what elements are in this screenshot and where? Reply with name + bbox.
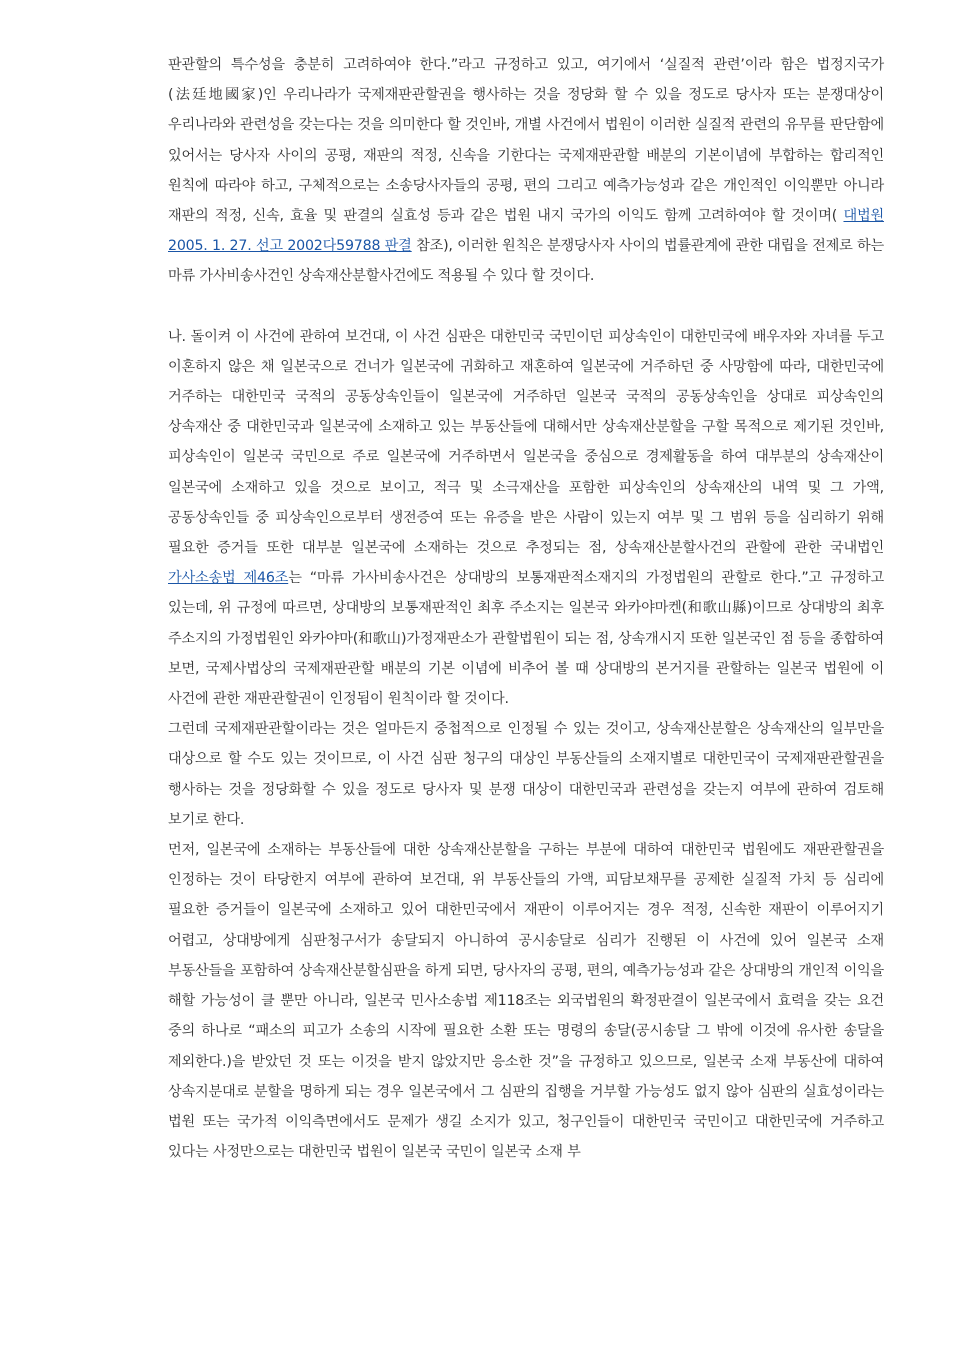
case-citation-link[interactable]: 대법원 2005. 1. 27. 선고 2002다59788 판결 <box>168 208 884 255</box>
paragraph-text: 참조), 이러한 원칙은 분쟁당사자 사이의 법률관계에 관한 대립을 전제로 하는 마류 가사비송사건인 상속재산분할사건에도 적용될 수 있다 할 것이다. <box>168 238 884 285</box>
paragraph-case-analysis <box>168 322 884 715</box>
paragraph-spacer <box>168 292 884 322</box>
paragraph-text: 는 “마류 가사비송사건은 상대방의 보통재판적소재지의 가정법원의 관할로 한다.”고 규정하고 있는데, 위 규정에 따르면, 상대방의 보통재판적인 최후 주소지는 일본국 와카야마켄(和歌山縣)이므로 상대방의 최후 주소지의 가정법원인 와카야마(和歌山)가정재판소가 관할법원이 되는 점, 상속개시지 또한 일본국인 점 등을 종합하여 보면, 국제사법상의 국제재판관할 배분의 기본 이념에 비추어 볼 때 상대방의 본거지를 관할하는 일본국 법원에 이 사건에 관한 재판관할권이 인정됨이 원칙이라 할 것이다. <box>168 570 885 708</box>
statute-link[interactable]: 가사소송법 제46조 <box>168 570 289 587</box>
document-body <box>168 50 884 1167</box>
paragraph-text: 먼저, 일본국에 소재하는 부동산들에 대한 상속재산분할을 구하는 부분에 대하여 대한민국 법원에도 재판관할권을 인정하는 것이 타당한지 여부에 관하여 보건대, 위 부동산들의 가액, 피담보채무를 공제한 실질적 가치 등 심리에 필요한 증거들이 일본국에 소재하고 있어 대한민국에서 재판이 이루어지는 경우 적정, 신속한 재판이 이루어지기 어렵고, 상대방에게 심판청구서가 송달되지 아니하여 공시송달로 심리가 진행된 이 사건에 있어 일본국 소재 부동산들을 포함하여 상속재산분할심판을 하게 되면, 당사자의 공평, 편의, 예측가능성과 같은 상대방의 개인적 이익을 해할 가능성이 클 뿐만 아니라, 일본국 민사소송법 제118조는 외국법원의 확정판결이 일본국에서 효력을 갖는 요건 중의 하나로 “패소의 피고가 소송의 시작에 필요한 소환 또는 명령의 송달(공시송달 그 밖에 이것에 유사한 송달을 제외한다.)을 받았던 것 또는 이것을 받지 않았지만 응소한 것”을 규정하고 있으므로, 일본국 소재 부동산에 대하여 상속지분대로 분할을 명하게 되는 경우 일본국에서 그 심판의 집행을 거부할 가능성도 없지 않아 심판의 실효성이라는 법원 또는 국가적 이익측면에서도 문제가 생길 소지가 있고, 청구인들이 대한민국 국민이고 대한민국에 거주하고 있다는 사정만으로는 대한민국 법원이 일본국 국민이 일본국 소재 부 <box>168 842 884 1161</box>
paragraph-text: 그런데 국제재판관할이라는 것은 얼마든지 중첩적으로 인정될 수 있는 것이고, 상속재산분할은 상속재산의 일부만을 대상으로 할 수도 있는 것이므로, 이 사건 심판 청구의 대상인 부동산들의 소재지별로 대한민국이 국제재판관할권을 행사하는 것을 정당화할 수 있을 정도로 당사자 및 분쟁 대상이 대한민국과 관련성을 갖는지 여부에 관하여 검토해 보기로 한다. <box>168 721 884 828</box>
paragraph-concurrent-jurisdiction <box>168 714 884 835</box>
paragraph-jurisdiction-principle <box>168 50 884 292</box>
paragraph-japan-property <box>168 835 884 1167</box>
paragraph-text: 판관할의 특수성을 충분히 고려하여야 한다.”라고 규정하고 있고, 여기에서 ‘실질적 관련’이라 함은 법정지국가(法廷地國家)인 우리나라가 국제재판관할권을 행사하는 것을 정당화 할 수 있을 정도로 당사자 또는 분쟁대상이 우리나라와 관련성을 갖는다는 것을 의미한다 할 것인바, 개별 사건에서 법원이 이러한 실질적 관련의 유무를 판단함에 있어서는 당사자 사이의 공평, 재판의 적정, 신속을 기한다는 국제재판관할 배분의 기본이념에 부합하는 합리적인 원칙에 따라야 하고, 구체적으로는 소송당사자들의 공평, 편의 그리고 예측가능성과 같은 개인적인 이익뿐만 아니라 재판의 적정, 신속, 효율 및 판결의 실효성 등과 같은 법원 내지 국가의 이익도 함께 고려하여야 할 것이며( <box>168 57 884 225</box>
paragraph-text: 나. 돌이켜 이 사건에 관하여 보건대, 이 사건 심판은 대한민국 국민이던 피상속인이 대한민국에 배우자와 자녀를 두고 이혼하지 않은 채 일본국으로 건너가 일본국에 귀화하고 재혼하여 일본국에 거주하던 중 사망함에 따라, 대한민국에 거주하는 대한민국 국적의 공동상속인들이 일본국에 거주하던 일본국 국적의 공동상속인을 상대로 피상속인의 상속재산 중 대한민국과 일본국에 소재하고 있는 부동산들에 대해서만 상속재산분할을 구할 목적으로 제기된 것인바, 피상속인이 일본국 국민으로 주로 일본국에 거주하면서 일본국을 중심으로 경제활동을 하여 대부분의 상속재산이 일본국에 소재하고 있을 것으로 보이고, 적극 및 소극재산을 포함한 피상속인의 상속재산의 내역 및 그 가액, 공동상속인들 중 피상속인으로부터 생전증여 또는 유증을 받은 사람이 있는지 여부 및 그 범위 등을 심리하기 위해 필요한 증거들 또한 대부분 일본국에 소재하는 것으로 추정되는 점, 상속재산분할사건의 관할에 관한 국내법인 <box>168 328 884 557</box>
